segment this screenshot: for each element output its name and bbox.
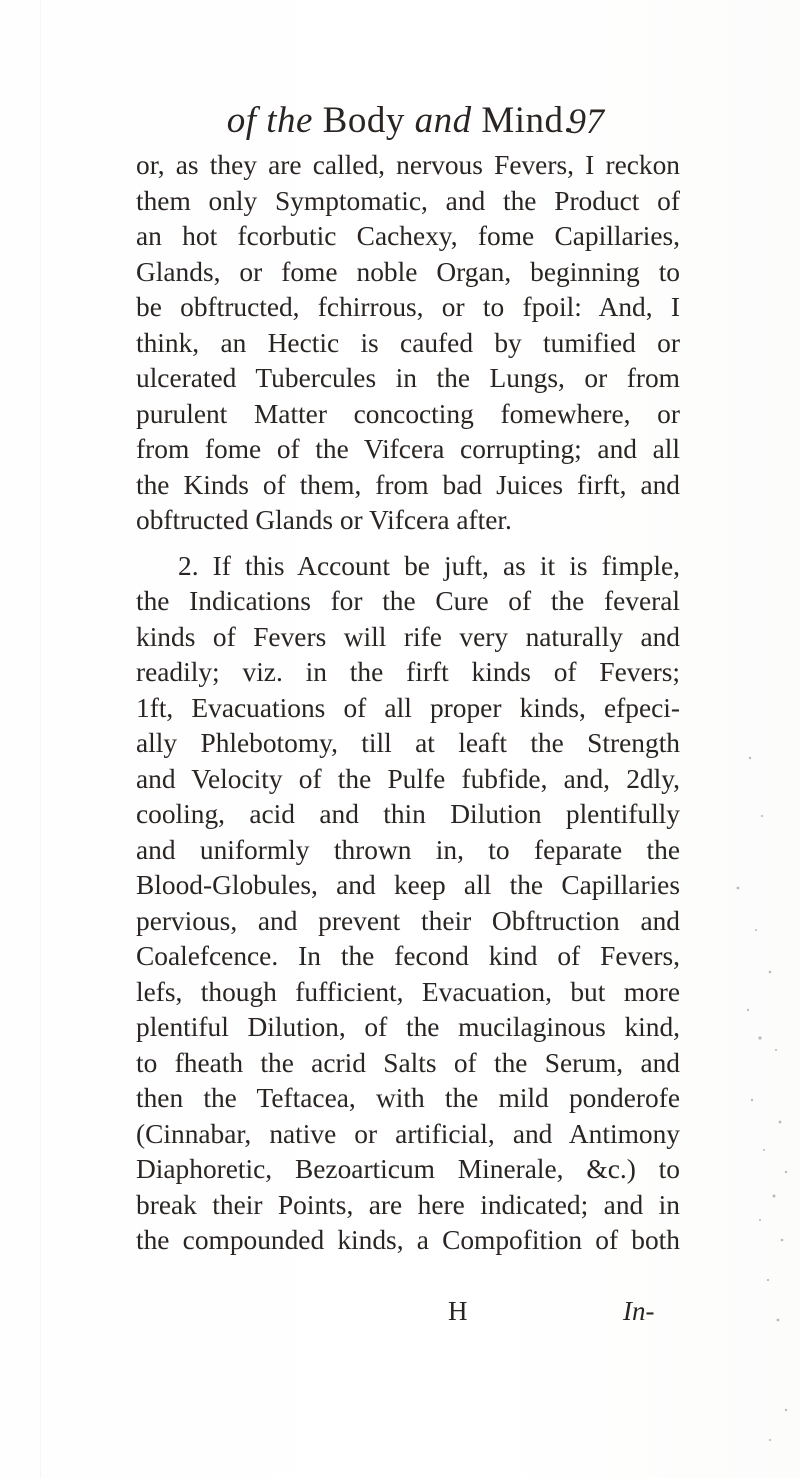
text-line: ally Phlebotomy, till at leaft the Strength	[136, 728, 680, 758]
text-line: 1ft, Evacuations of all proper kinds, efpeci-	[136, 692, 680, 723]
text-line: be obftructed, fchirrous, or to fpoil: And, I	[136, 292, 680, 322]
catchword: In-	[623, 1296, 655, 1326]
text-line: the Kinds of them, from bad Juices firft, and	[136, 469, 680, 500]
running-head	[0, 98, 800, 144]
paragraph-gap	[136, 539, 680, 549]
text-line: pervious, and prevent their Obftruction and	[136, 905, 680, 936]
text-line: lefs, though fufficient, Evacuation, but more	[136, 976, 680, 1007]
title-and: and	[414, 100, 472, 141]
signature-mark: H	[448, 1296, 468, 1326]
text-line: or, as they are called, nervous Fevers, I reckon	[136, 150, 680, 180]
text-line: think, an Hectic is caufed by tumified or	[136, 327, 680, 358]
text-line: obftructed Glands or Vifcera after.	[136, 505, 512, 535]
text-line: plentiful Dilution, of the mucilaginous kind,	[136, 1012, 680, 1042]
page-edge	[40, 0, 41, 1478]
text-line: and Velocity of the Pulfe fubfide, and, 2dly,	[136, 763, 680, 794]
text-line: Coalefcence. In the fecond kind of Fevers,	[136, 941, 680, 971]
text-line: ulcerated Tubercules in the Lungs, or from	[136, 363, 680, 393]
text-line: (Cinnabar, native or artificial, and Antimony	[136, 1118, 680, 1149]
text-line: and uniformly thrown in, to feparate the	[136, 834, 680, 865]
page-number: 97	[568, 101, 604, 141]
page-title	[0, 98, 800, 144]
title-mind: Mind.	[481, 100, 574, 141]
text-line: Diaphoretic, Bezoarticum Minerale, &c.) to	[136, 1154, 680, 1184]
text-line: readily; viz. in the firft kinds of Fevers;	[136, 657, 680, 687]
text-line: break their Points, are here indicated; and in	[136, 1189, 680, 1220]
body-text	[136, 148, 680, 1259]
text-line: an hot fcorbutic Cachexy, fome Capillaries,	[136, 221, 680, 251]
text-line: kinds of Fevers will rife very naturally and	[136, 621, 680, 652]
text-line: the Indications for the Cure of the feveral	[136, 586, 680, 616]
paper-stain	[690, 720, 800, 1480]
text-line: from fome of the Vifcera corrupting; and all	[136, 434, 680, 464]
text-line: Glands, or fome noble Organ, beginning to	[136, 256, 680, 287]
title-body: Body	[322, 100, 405, 141]
title-prefix: of the	[226, 100, 313, 141]
text-line: purulent Matter concocting fomewhere, or	[136, 398, 680, 429]
text-line: 2. If this Account be juft, as it is fimple,	[178, 550, 680, 581]
text-line: them only Symptomatic, and the Product of	[136, 185, 680, 216]
text-line: Blood-Globules, and keep all the Capillaries	[136, 870, 680, 900]
text-line: the compounded kinds, a Compofition of both	[136, 1225, 680, 1255]
text-line: then the Teftacea, with the mild ponderofe	[136, 1083, 680, 1113]
text-line: to fheath the acrid Salts of the Serum, and	[136, 1047, 680, 1078]
page-footer	[136, 1296, 680, 1332]
text-line: cooling, acid and thin Dilution plentifully	[136, 799, 680, 829]
